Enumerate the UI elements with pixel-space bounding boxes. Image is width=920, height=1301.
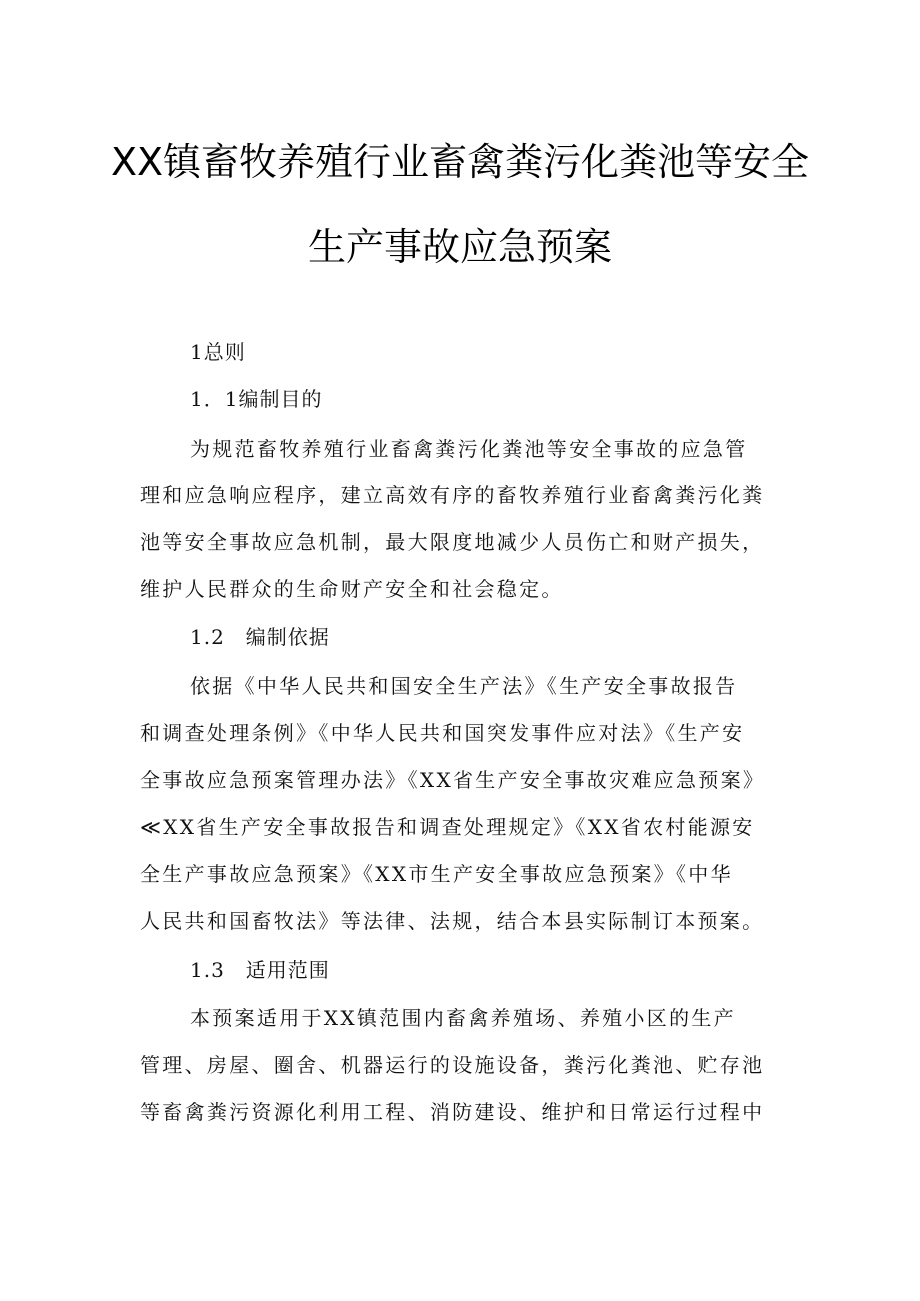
section-heading-scope: 1.3 适用范围 xyxy=(190,958,330,982)
section-heading-purpose: 1．1编制目的 xyxy=(190,387,323,411)
paragraph-line: 理和应急响应程序，建立高效有序的畜牧养殖行业畜禽粪污化粪 xyxy=(140,483,765,507)
section-heading-general: 1总则 xyxy=(190,340,246,364)
paragraph-line: 维护人民群众的生命财产安全和社会稳定。 xyxy=(140,577,564,601)
document-title-line-2: 生产事故应急预案 xyxy=(307,225,612,269)
paragraph-line: 为规范畜牧养殖行业畜禽粪污化粪池等安全事故的应急管 xyxy=(190,437,748,461)
paragraph-line: ≪XX省生产安全事故报告和调查处理规定》《XX省农村能源安 xyxy=(140,815,755,839)
paragraph-line: 人民共和国畜牧法》等法律、法规，结合本县实际制订本预案。 xyxy=(140,909,765,933)
document-title-line-1: XX镇畜牧养殖行业畜禽粪污化粪池等安全 xyxy=(110,140,810,184)
paragraph-line: 依据《中华人民共和国安全生产法》《生产安全事故报告 xyxy=(190,674,738,698)
paragraph-line: 本预案适用于XX镇范围内畜禽养殖场、养殖小区的生产 xyxy=(190,1006,736,1030)
paragraph-line: 管理、房屋、圈舍、机器运行的设施设备，粪污化粪池、贮存池 xyxy=(140,1053,765,1077)
paragraph-line: 全生产事故应急预案》《XX市生产安全事故应急预案》《中华 xyxy=(140,862,733,886)
paragraph-line: 和调查处理条例》《中华人民共和国突发事件应对法》《生产安 xyxy=(140,721,745,745)
paragraph-line: 池等安全事故应急机制，最大限度地减少人员伤亡和财产损失， xyxy=(140,530,765,554)
paragraph-line: 等畜禽粪污资源化利用工程、消防建设、维护和日常运行过程中 xyxy=(140,1100,765,1124)
section-heading-basis: 1.2 编制依据 xyxy=(190,625,330,649)
paragraph-line: 全事故应急预案管理办法》《XX省生产安全事故灾难应急预案》 xyxy=(140,768,766,792)
